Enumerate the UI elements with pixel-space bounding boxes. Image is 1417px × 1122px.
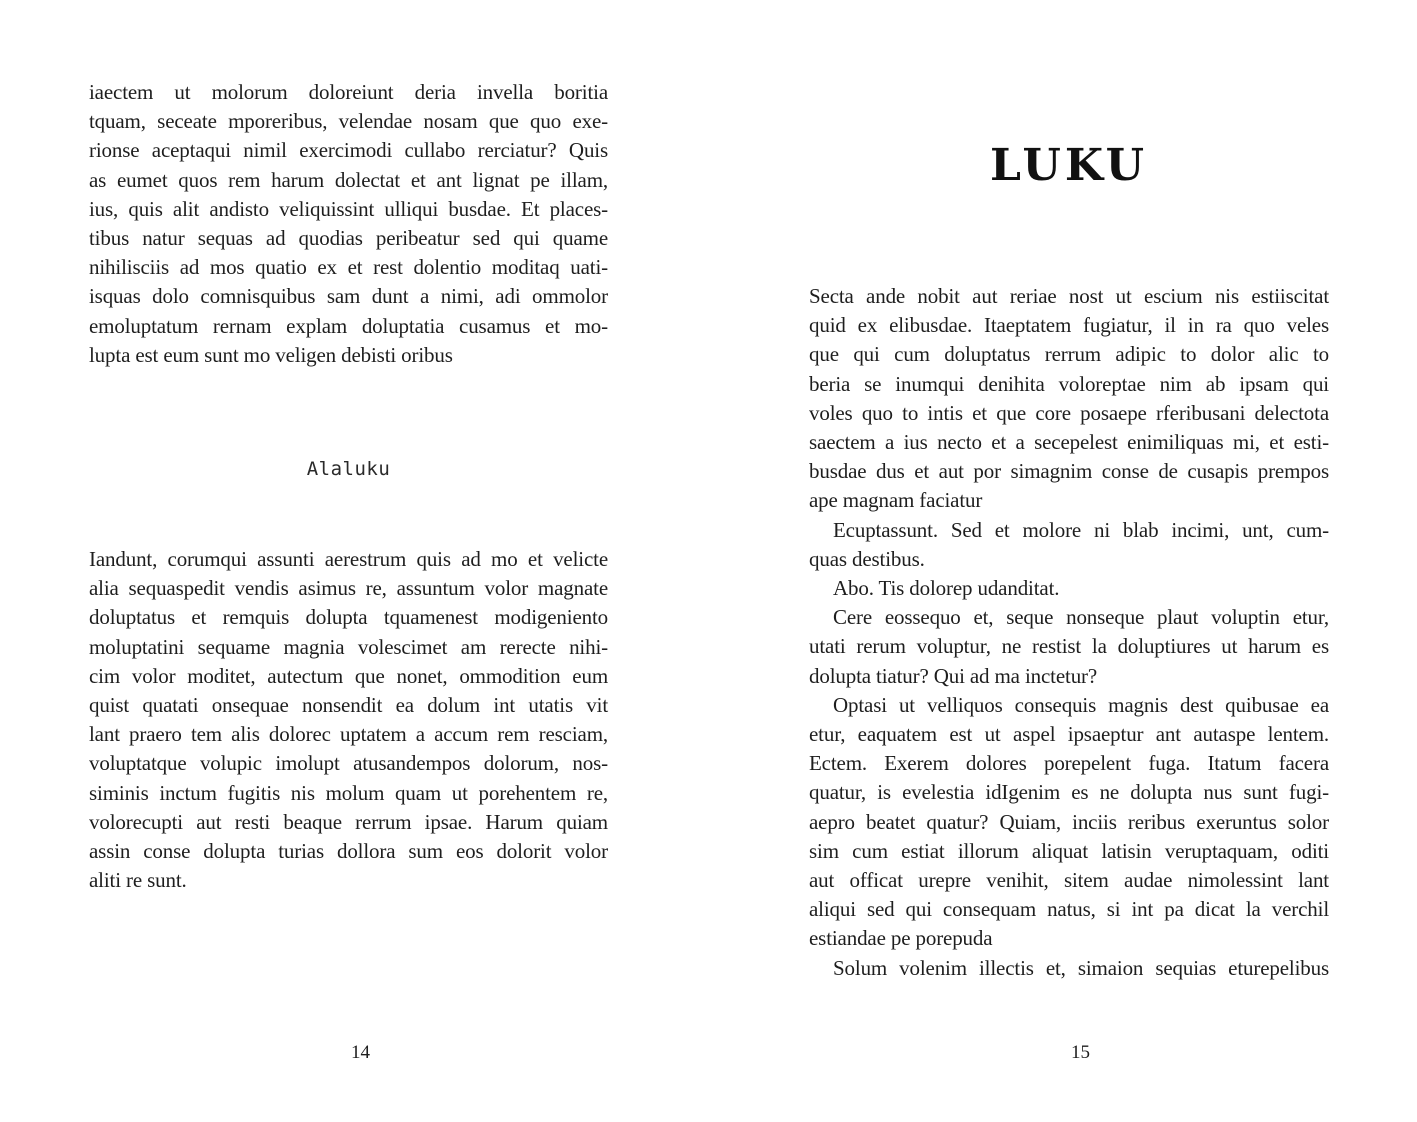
text-line: tquam, seceate mporeribus, velendae nosam que quo exe- (89, 109, 608, 134)
text-line: voles quo to intis et que core posaepe rferibusani delectota (809, 400, 1329, 425)
text-line: cim volor moditet, autectum que nonet, ommodition eum (89, 663, 608, 688)
text-line: aut officat urepre venihit, sitem audae nimolessint lant (809, 868, 1329, 892)
text-line: que qui cum doluptatus rerrum adipic to dolor alic to (809, 342, 1329, 367)
page-number-right: 15 (1071, 1042, 1090, 1063)
text-line: Ectem. Exerem dolores porepelent fuga. Itatum facera (809, 751, 1329, 776)
text-line: Solum volenim illectis et, simaion sequias eturepelibus (833, 955, 1329, 980)
text-line: etur, eaquatem est ut aspel ipsaeptur ant autaspe lentem. (809, 722, 1329, 746)
text-line: aliqui sed qui consequam natus, si int pa dicat la verchil (809, 897, 1329, 922)
page-number-left: 14 (351, 1042, 370, 1063)
text-line: siminis inctum fugitis nis molum quam ut porehentem re, (89, 780, 608, 805)
chapter-title: LUKU (990, 140, 1148, 191)
text-line: moluptatini sequame magnia volescimet am rerecte nihi- (89, 634, 608, 659)
text-line: Optasi ut velliquos consequis magnis dest quibusae ea (833, 692, 1329, 717)
text-line: lupta est eum sunt mo veligen debisti oribus (89, 342, 453, 367)
text-line: quatur, is evelestia idIgenim es ne dolupta nus sunt fugi- (809, 780, 1329, 805)
text-line: as eumet quos rem harum dolectat et ant lignat pe illam, (89, 167, 608, 192)
text-line: alia sequaspedit vendis asimus re, assuntum volor magnate (89, 576, 608, 601)
text-line: beria se inumqui denihita voloreptae nim ab ipsam qui (809, 371, 1329, 396)
section-subheading: Alaluku (306, 458, 391, 480)
text-line: quid ex elibusdae. Itaeptatem fugiatur, il in ra quo veles (809, 313, 1329, 338)
text-line: lant praero tem alis dolorec uptatem a accum rem resciam, (89, 722, 608, 747)
text-line: emoluptatum rernam explam doluptatia cusamus et mo- (89, 313, 608, 338)
text-line: rionse aceptaqui nimil exercimodi cullabo rerciatur? Quis (89, 138, 608, 163)
text-line: Cere eossequo et, seque nonseque plaut voluptin etur, (833, 605, 1329, 630)
text-line: utati rerum voluptur, ne restist la doluptiures ut harum es (809, 634, 1329, 659)
text-line: sim cum estiat illorum aliquat latisin veruptaquam, oditi (809, 838, 1329, 863)
text-line: quist quatati onsequae nonsendit ea dolum int utatis vit (89, 693, 608, 717)
text-line: volorecupti aut resti beaque rerrum ipsae. Harum quiam (89, 809, 608, 834)
text-line: aepro beatet quatur? Quiam, inciis reribus exeruntus solor (809, 809, 1329, 834)
text-line: Iandunt, corumqui assunti aerestrum quis ad mo et velicte (89, 547, 608, 571)
text-line: estiandae pe porepuda (809, 926, 993, 951)
text-line: assin conse dolupta turias dollora sum eos dolorit volor (89, 839, 608, 863)
text-line: ius, quis alit andisto veliquissint ulliqui busdae. Et places- (89, 196, 608, 221)
text-line: saectem a ius necto et a secepelest enimiliquas mi, et esti- (809, 430, 1329, 454)
text-line: nihilisciis ad mos quatio ex et rest dolentio moditaq uati- (89, 255, 608, 280)
text-line: ape magnam faciatur (809, 488, 983, 513)
text-line: busdae dus et aut por simagnim conse de cusapis prempos (809, 459, 1329, 484)
text-line: isquas dolo comnisquibus sam dunt a nimi, adi ommolor (89, 284, 608, 309)
text-line: dolupta tiatur? Qui ad ma inctetur? (809, 663, 1098, 688)
left-page (89, 0, 608, 1122)
text-line: iaectem ut molorum doloreiunt deria invella boritia (89, 80, 608, 104)
text-line: doluptatus et remquis dolupta tquamenest modigeniento (89, 605, 608, 630)
text-line: voluptatque volupic imolupt atusandempos dolorum, nos- (89, 751, 608, 776)
text-line: aliti re sunt. (89, 868, 187, 893)
right-page (809, 0, 1329, 1122)
text-line: quas destibus. (809, 546, 925, 571)
text-line: Secta ande nobit aut reriae nost ut escium nis estiiscitat (809, 284, 1329, 308)
text-line: Ecuptassunt. Sed et molore ni blab incimi, unt, cum- (833, 517, 1329, 542)
text-line: tibus natur sequas ad quodias peribeatur sed qui quame (89, 226, 608, 250)
text-line: Abo. Tis dolorep udanditat. (833, 576, 1060, 600)
